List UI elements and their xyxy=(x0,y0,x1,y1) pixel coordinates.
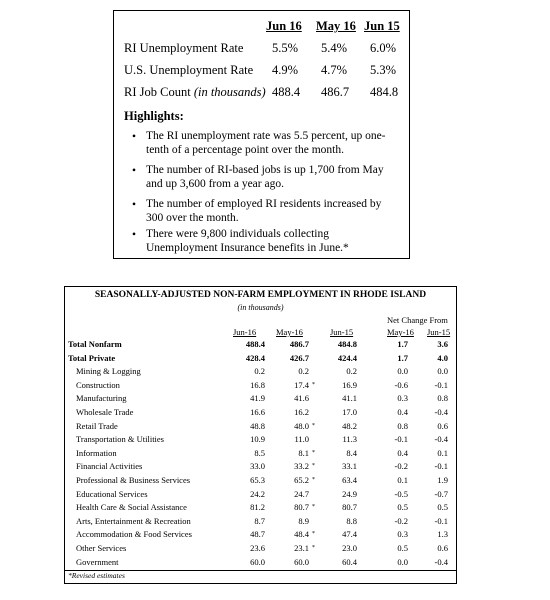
table-cell: 60.0 xyxy=(294,556,309,567)
table-cell: 48.0 xyxy=(294,420,309,431)
table-cell: -0.1 xyxy=(394,434,408,445)
revised-marker: * xyxy=(312,504,315,511)
table-cell: 17.4 xyxy=(294,379,309,390)
table-cell: 33.0 xyxy=(250,461,265,472)
row-label: Wholesale Trade xyxy=(76,407,134,417)
net-change-header: Net Change From xyxy=(387,315,448,325)
table-cell: 0.2 xyxy=(346,366,357,377)
summary-row-label-main: RI Job Count xyxy=(124,85,191,99)
revised-marker: * xyxy=(312,449,315,456)
bullet-marker: • xyxy=(132,131,137,143)
row-label: Manufacturing xyxy=(76,393,127,404)
table-cell: 33.1 xyxy=(342,461,357,472)
row-label: Information xyxy=(76,447,117,458)
row-label: Financial Activities xyxy=(76,461,143,472)
row-label: Construction xyxy=(76,379,120,390)
table-cell: 63.4 xyxy=(342,475,357,485)
table-cell: 48.7 xyxy=(250,529,265,540)
row-label: Other Services xyxy=(76,543,127,553)
table-cell: 24.9 xyxy=(342,488,357,499)
column-header-jun16: Jun-16 xyxy=(233,327,257,337)
table-cell: 8.9 xyxy=(298,515,309,526)
table-cell: 60.4 xyxy=(342,556,357,567)
footnote: *Revised estimates xyxy=(65,570,456,580)
highlight-item: The number of RI-based jobs is up 1,700 from May and up 3,600 from a year ago. xyxy=(146,164,384,190)
table-cell: -0.5 xyxy=(394,488,408,499)
table-cell: 8.7 xyxy=(254,515,265,526)
employment-table xyxy=(64,286,457,584)
table-cell: 60.0 xyxy=(250,556,265,567)
table-cell: 16.2 xyxy=(294,407,309,417)
table-cell: 0.0 xyxy=(397,556,408,567)
revised-marker: * xyxy=(312,463,315,470)
table-cell: -0.7 xyxy=(434,488,448,499)
summary-value: 4.7% xyxy=(321,63,348,77)
table-cell: 24.7 xyxy=(294,488,309,499)
table-cell: -0.2 xyxy=(394,461,408,472)
summary-value: 5.4% xyxy=(321,41,348,55)
table-cell: 0.5 xyxy=(397,543,408,553)
column-header-net-jun15: Jun-15 xyxy=(427,327,451,337)
table-cell: 8.8 xyxy=(346,515,357,526)
table-cell: 65.3 xyxy=(250,475,265,485)
summary-row-label xyxy=(124,85,266,100)
table-cell: 1.9 xyxy=(437,475,448,485)
table-cell: 0.4 xyxy=(397,407,408,417)
row-label: Total Private xyxy=(68,352,116,363)
table-cell: 0.1 xyxy=(437,447,448,458)
highlight-item: The number of employed RI residents increased by 300 over the month. xyxy=(146,198,382,224)
table-cell: 16.6 xyxy=(250,407,265,417)
row-label: Mining & Logging xyxy=(76,366,141,377)
table-cell: 41.6 xyxy=(294,393,309,404)
table-cell: -0.4 xyxy=(434,556,448,567)
table-cell: 65.2 xyxy=(294,475,309,485)
summary-value: 488.4 xyxy=(272,85,301,99)
table-cell: -0.4 xyxy=(434,407,448,417)
table-cell: 8.4 xyxy=(346,447,357,458)
table-cell: 80.7 xyxy=(294,502,309,513)
summary-header-jun16: Jun 16 xyxy=(266,19,302,33)
table-cell: 16.8 xyxy=(250,379,265,390)
table-cell: 1.3 xyxy=(437,529,448,540)
table-cell: 10.9 xyxy=(250,434,265,445)
table-cell: 11.3 xyxy=(342,434,357,445)
table-cell: 8.5 xyxy=(254,447,265,458)
revised-marker: * xyxy=(312,381,315,388)
table-cell: 11.0 xyxy=(294,434,309,445)
table-cell: 33.2 xyxy=(294,461,309,472)
summary-value: 5.3% xyxy=(370,63,397,77)
row-label: Total Nonfarm xyxy=(68,339,122,349)
table-cell: 0.5 xyxy=(397,502,408,513)
table-cell: -0.1 xyxy=(434,379,448,390)
highlights-title: Highlights: xyxy=(124,109,184,123)
table-cell: 0.4 xyxy=(397,447,408,458)
summary-row-label: U.S. Unemployment Rate xyxy=(124,63,254,77)
table-cell: 484.8 xyxy=(337,339,357,349)
summary-header-jun15: Jun 15 xyxy=(364,19,400,33)
table-cell: -0.4 xyxy=(434,434,448,445)
table-cell: 1.7 xyxy=(397,339,408,349)
table-cell: 0.8 xyxy=(397,420,408,431)
table-cell: 48.2 xyxy=(342,420,357,431)
table-cell: -0.6 xyxy=(394,379,408,390)
table-cell: -0.1 xyxy=(434,515,448,526)
row-label: Arts, Entertainment & Recreation xyxy=(76,515,191,526)
table-cell: 0.8 xyxy=(437,393,448,404)
table-cell: 0.3 xyxy=(397,393,408,404)
table-cell: 0.6 xyxy=(437,420,448,431)
highlight-item: There were 9,800 individuals collecting Unemployment Insurance benefits in June.* xyxy=(146,228,349,254)
bullet-marker: • xyxy=(132,165,137,177)
table-title: SEASONALLY-ADJUSTED NON-FARM EMPLOYMENT IN RHODE ISLAND xyxy=(94,290,427,300)
table-cell: 17.0 xyxy=(342,407,357,417)
summary-value: 4.9% xyxy=(272,63,299,77)
bullet-marker: • xyxy=(132,229,137,241)
summary-value: 484.8 xyxy=(370,85,399,99)
summary-row-label-units: (in thousands) xyxy=(193,85,266,99)
column-header-may16: May-16 xyxy=(276,327,303,337)
row-label: Health Care & Social Assistance xyxy=(76,502,187,513)
table-cell: 0.2 xyxy=(298,366,309,377)
revised-marker: * xyxy=(312,422,315,429)
summary-box xyxy=(113,10,410,259)
row-label: Educational Services xyxy=(76,488,148,499)
table-cell: -0.1 xyxy=(434,461,448,472)
table-cell: 4.0 xyxy=(437,352,448,363)
table-cell: 0.1 xyxy=(397,475,408,485)
table-cell: 424.4 xyxy=(337,352,357,363)
table-cell: 16.9 xyxy=(342,379,357,390)
table-cell: 23.1 xyxy=(294,543,309,553)
table-cell: 486.7 xyxy=(289,339,309,349)
revised-marker: * xyxy=(312,477,315,483)
row-label: Government xyxy=(76,556,119,567)
row-label: Transportation & Utilities xyxy=(76,434,164,445)
table-cell: 48.4 xyxy=(294,529,309,540)
table-cell: 8.1 xyxy=(298,447,309,458)
row-label: Retail Trade xyxy=(76,420,118,431)
summary-value: 486.7 xyxy=(321,85,350,99)
table-cell: 0.6 xyxy=(437,543,448,553)
table-cell: 0.0 xyxy=(437,366,448,377)
summary-row-label: RI Unemployment Rate xyxy=(124,41,244,55)
table-cell: 0.3 xyxy=(397,529,408,540)
row-label: Professional & Business Services xyxy=(76,475,191,485)
column-header-jun15: Jun-15 xyxy=(330,327,354,337)
revised-marker: * xyxy=(312,545,315,551)
summary-value: 5.5% xyxy=(272,41,299,55)
table-cell: 3.6 xyxy=(437,339,448,349)
table-cell: 428.4 xyxy=(245,352,265,363)
table-subtitle: (in thousands) xyxy=(237,303,284,312)
table-cell: 47.4 xyxy=(342,529,357,540)
bullet-marker: • xyxy=(132,199,137,211)
table-cell: -0.2 xyxy=(394,515,408,526)
row-label: Accommodation & Food Services xyxy=(76,529,192,540)
table-cell: 41.1 xyxy=(342,393,357,404)
table-cell: 488.4 xyxy=(245,339,265,349)
table-cell: 1.7 xyxy=(397,352,408,363)
table-cell: 426.7 xyxy=(289,352,309,363)
table-cell: 23.6 xyxy=(250,543,265,553)
table-cell: 80.7 xyxy=(342,502,357,513)
summary-header-may16: May 16 xyxy=(316,19,356,33)
table-cell: 0.0 xyxy=(397,366,408,377)
table-cell: 0.5 xyxy=(437,502,448,513)
summary-value: 6.0% xyxy=(370,41,397,55)
table-cell: 48.8 xyxy=(250,420,265,431)
table-cell: 24.2 xyxy=(250,488,265,499)
column-header-net-may16: May-16 xyxy=(387,327,414,337)
highlight-item: The RI unemployment rate was 5.5 percent, up one-tenth of a percentage point over the month. xyxy=(146,130,386,156)
table-cell: 81.2 xyxy=(250,502,265,513)
table-cell: 0.2 xyxy=(254,366,265,377)
table-cell: 41.9 xyxy=(250,393,265,404)
table-cell: 23.0 xyxy=(342,543,357,553)
revised-marker: * xyxy=(312,531,315,538)
